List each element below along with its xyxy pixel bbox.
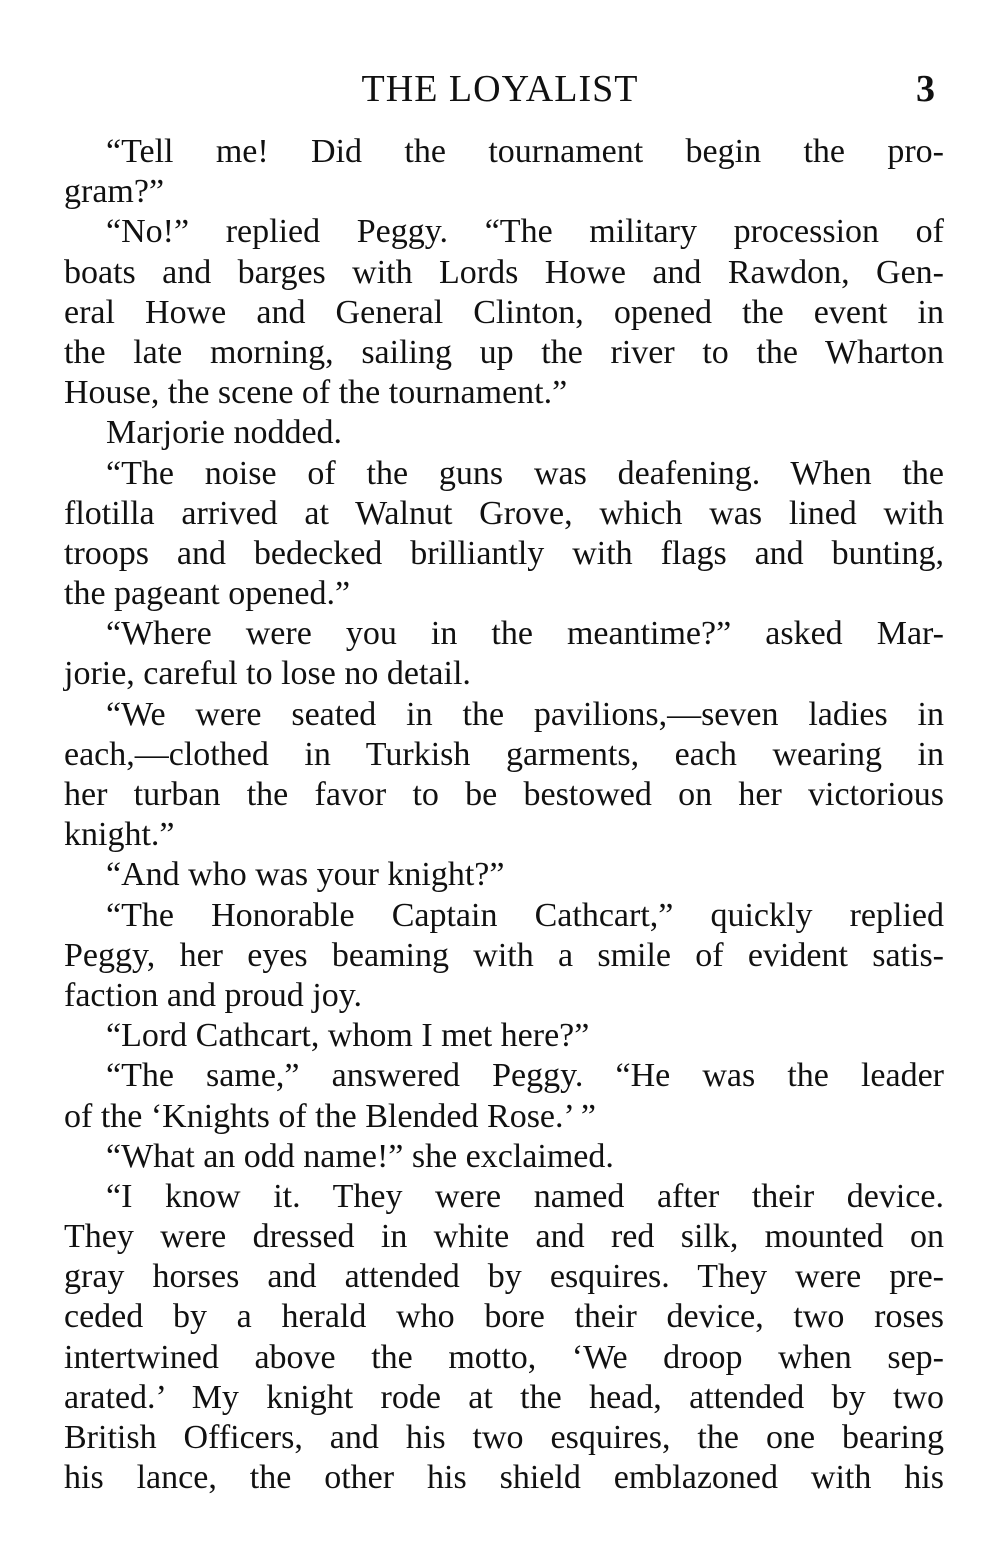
text-line: “The noise of the guns was deafening. When the (106, 454, 944, 492)
text-line: intertwined above the motto, ‘We droop when sep- (64, 1338, 944, 1376)
text-line: British Officers, and his two esquires, the one bearing (64, 1419, 944, 1456)
text-line: knight.” (64, 816, 175, 854)
text-line: troops and bedecked brilliantly with flags and bunting, (64, 534, 944, 572)
text-line: “No!” replied Peggy. “The military procession of (106, 213, 944, 251)
text-line: House, the scene of the tournament.” (64, 374, 568, 412)
text-line: “Tell me! Did the tournament begin the pro- (106, 133, 944, 170)
text-line: “And who was your knight?” (106, 856, 505, 894)
text-line: “The Honorable Captain Cathcart,” quickly replied (106, 896, 944, 934)
text-line: eral Howe and General Clinton, opened the event in (64, 293, 944, 331)
text-line: the late morning, sailing up the river to the Wharton (64, 333, 944, 371)
text-line: each,—clothed in Turkish garments, each wearing in (64, 735, 944, 773)
text-line: They were dressed in white and red silk, mounted on (64, 1218, 944, 1256)
text-line: “Where were you in the meantime?” asked Mar- (106, 615, 944, 653)
text-line: of the ‘Knights of the Blended Rose.’ ” (64, 1097, 596, 1135)
text-line: “I know it. They were named after their device. (106, 1177, 944, 1215)
running-title: THE LOYALIST (361, 68, 639, 110)
text-line: faction and proud joy. (64, 976, 363, 1014)
text-line: her turban the favor to be bestowed on her victorious (64, 776, 944, 813)
text-line: arated.’ My knight rode at the head, attended by two (64, 1378, 944, 1416)
text-line: ceded by a herald who bore their device, two roses (64, 1298, 944, 1336)
page-number: 3 (916, 68, 935, 110)
body-text (64, 132, 944, 1498)
text-line: Peggy, her eyes beaming with a smile of evident satis- (64, 936, 944, 974)
text-line: “What an odd name!” she exclaimed. (106, 1137, 614, 1175)
text-line: jorie, careful to lose no detail. (64, 655, 471, 693)
text-line: Marjorie nodded. (106, 414, 343, 452)
text-line: boats and barges with Lords Howe and Rawdon, Gen- (64, 253, 944, 291)
text-line: “The same,” answered Peggy. “He was the leader (106, 1057, 944, 1095)
text-line: “We were seated in the pavilions,—seven ladies in (106, 695, 944, 733)
running-head (0, 64, 1000, 114)
text-line: “Lord Cathcart, whom I met here?” (106, 1017, 590, 1055)
text-line: flotilla arrived at Walnut Grove, which was lined with (64, 494, 944, 532)
text-line: gram?” (64, 173, 165, 211)
text-line: the pageant opened.” (64, 575, 351, 613)
text-line: his lance, the other his shield emblazoned with his (64, 1459, 944, 1497)
text-line: gray horses and attended by esquires. They were pre- (64, 1258, 944, 1296)
